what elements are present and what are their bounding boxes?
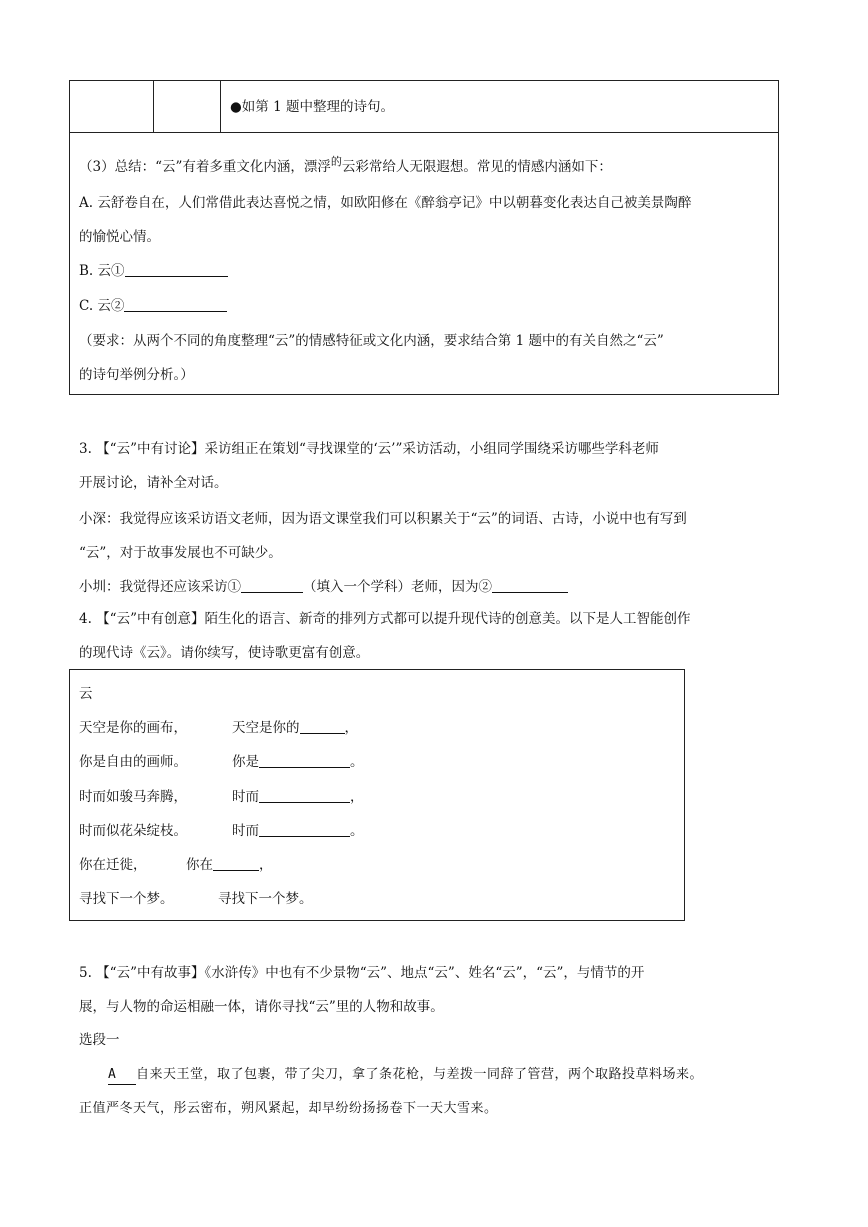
poem-blank-4[interactable]: [259, 822, 350, 837]
poem-left-4: 时而似花朵绽枝。: [79, 823, 187, 839]
summary-a-line2: 的愉悦心情。: [79, 229, 160, 245]
poem-right-2-prefix: 你是: [232, 754, 259, 770]
q3-line5-a: 小圳：我觉得还应该采访①: [79, 579, 241, 595]
q5-line1: 5. 【“云”中有故事】《水浒传》中也有不少景物“云”、地点“云”、姓名“云”，“云”，与情节的开: [79, 965, 645, 981]
excerpt-1-line1: [108, 1066, 703, 1085]
q3-line5: [79, 578, 568, 596]
poem-right-5: [186, 856, 273, 874]
poem-title: 云: [79, 686, 93, 702]
q3-line2: 开展讨论，请补全对话。: [79, 475, 228, 491]
table-col-divider-1: [153, 80, 154, 133]
q4-line1: 4. 【“云”中有创意】陌生化的语言、新奇的排列方式都可以提升现代诗的创意美。以下是人工智能创作: [79, 611, 691, 627]
q3-line3: 小深：我觉得应该采访语文老师，因为语文课堂我们可以积累关于“云”的词语、古诗，小说中也有写到: [79, 511, 687, 527]
answer-blank-c[interactable]: [124, 297, 227, 312]
poem-left-2: 你是自由的画师。: [79, 754, 187, 770]
summary-c-label: C. 云②: [79, 298, 125, 314]
poem-right-6: 寻找下一个梦。: [218, 891, 313, 907]
excerpt-1-line2: 正值严冬天气，彤云密布，朔风紧起，却早纷纷扬扬卷下一天大雪来。: [79, 1101, 498, 1116]
summary-b: [79, 262, 228, 280]
q4-line2: 的现代诗《云》。请你续写，使诗歌更富有创意。: [79, 645, 370, 661]
table-cell-text: ●如第 1 题中整理的诗句。: [230, 99, 394, 115]
poem-right-5-suffix: ，: [259, 857, 273, 873]
poem-left-6: 寻找下一个梦。: [79, 891, 174, 907]
answer-blank-subject[interactable]: [241, 578, 303, 593]
poem-right-1-suffix: ，: [344, 720, 358, 736]
q3-line5-b: （填入一个学科）老师，因为②: [303, 579, 492, 595]
poem-left-5: 你在迁徙，: [79, 857, 147, 873]
poem-right-3-suffix: ，: [350, 789, 364, 805]
poem-blank-3[interactable]: [259, 788, 350, 803]
summary-requirement-2: 的诗句举例分析。）: [79, 367, 194, 383]
poem-blank-5[interactable]: [213, 856, 259, 871]
summary-intro-a: （3）总结：“云”有着多重文化内涵，漂浮: [79, 159, 331, 175]
q3-line1: 3. 【“云”中有讨论】采访组正在策划“寻找课堂的‘云’”采访活动，小组同学围绕采访哪些学科老师: [79, 441, 659, 457]
poem-blank-2[interactable]: [259, 753, 350, 768]
answer-blank-reason[interactable]: [492, 578, 568, 593]
summary-intro-sup: 的: [330, 155, 342, 168]
poem-right-4: [232, 822, 364, 840]
summary-b-label: B. 云①: [79, 263, 125, 279]
poem-right-3: [232, 788, 364, 806]
poem-right-1: [232, 719, 358, 737]
poem-right-4-suffix: 。: [350, 823, 364, 839]
poem-right-4-prefix: 时而: [232, 823, 259, 839]
summary-a-line1: A. 云舒卷自在，人们常借此表达喜悦之情，如欧阳修在《醉翁亭记》中以朝暮变化表达自己被美景陶醉: [79, 195, 692, 211]
excerpt-1-line1-text: 自来天王堂，取了包裹，带了尖刀，拿了条花枪，与差拨一同辞了管营，两个取路投草料场来。: [136, 1067, 704, 1082]
q3-line4: “云”，对于故事发展也不可缺少。: [79, 545, 282, 561]
poem-right-2: [232, 753, 364, 771]
poem-left-3: 时而如骏马奔腾，: [79, 789, 187, 805]
table-col-divider-2: [220, 80, 221, 133]
poem-right-1-prefix: 天空是你的: [232, 720, 300, 736]
summary-requirement-1: （要求：从两个不同的角度整理“云”的情感特征或文化内涵，要求结合第 1 题中的有关自然之“云”: [79, 333, 664, 349]
q5-line2: 展，与人物的命运相融一体，请你寻找“云”里的人物和故事。: [79, 999, 444, 1015]
poem-right-5-prefix: 你在: [186, 857, 213, 873]
answer-blank-b[interactable]: [125, 262, 228, 277]
summary-c: [79, 297, 227, 315]
poem-right-2-suffix: 。: [350, 754, 364, 770]
poem-blank-1[interactable]: [300, 719, 345, 734]
excerpt-blank-a[interactable]: A: [108, 1066, 136, 1085]
poem-right-3-prefix: 时而: [232, 789, 259, 805]
table-row-divider: [69, 132, 779, 133]
q5-line3: 选段一: [79, 1032, 120, 1048]
summary-intro-b: 云彩常给人无限遐想。常见的情感内涵如下：: [341, 159, 612, 175]
poem-left-1: 天空是你的画布，: [79, 720, 187, 736]
summary-intro: [79, 155, 612, 177]
